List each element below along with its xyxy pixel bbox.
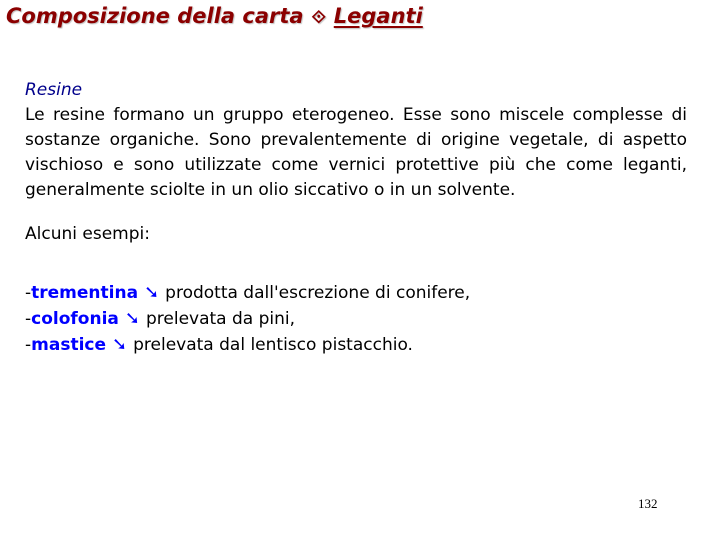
examples-intro: Alcuni esempi: xyxy=(25,224,150,244)
title-subtopic: Leganti xyxy=(333,4,423,28)
diamond-icon: ⟐ xyxy=(311,7,326,28)
arrow-icon: ➘ xyxy=(112,334,128,355)
example-description: prelevata dal lentisco pistacchio. xyxy=(133,335,413,355)
page-number: 132 xyxy=(638,496,658,511)
slide-body xyxy=(25,78,687,358)
list-item xyxy=(25,332,687,358)
list-dash: - xyxy=(25,309,32,329)
examples-list xyxy=(25,280,687,358)
section-heading: Resine xyxy=(25,80,83,100)
title-main: Composizione della carta xyxy=(6,4,304,28)
list-item xyxy=(25,306,687,332)
slide-title xyxy=(6,4,423,28)
example-term: mastice xyxy=(31,335,107,355)
list-item xyxy=(25,280,687,306)
arrow-icon: ➘ xyxy=(144,282,160,303)
example-description: prodotta dall'escrezione di conifere, xyxy=(165,283,471,303)
list-dash: - xyxy=(25,335,32,355)
example-description: prelevata da pini, xyxy=(145,309,296,329)
list-dash: - xyxy=(25,283,32,303)
body-paragraph: Le resine formano un gruppo eterogeneo. Esse sono miscele complesse di sostanze organiche. Sono prevalentemente di origine vegetale, di aspetto vischioso e sono utilizzate come vernici protettive più che come leganti, generalmente sciolte in un olio siccativo o in un solvente. xyxy=(25,105,687,200)
example-term: colofonia xyxy=(31,309,119,329)
arrow-icon: ➘ xyxy=(124,308,140,329)
example-term: trementina xyxy=(31,283,139,303)
